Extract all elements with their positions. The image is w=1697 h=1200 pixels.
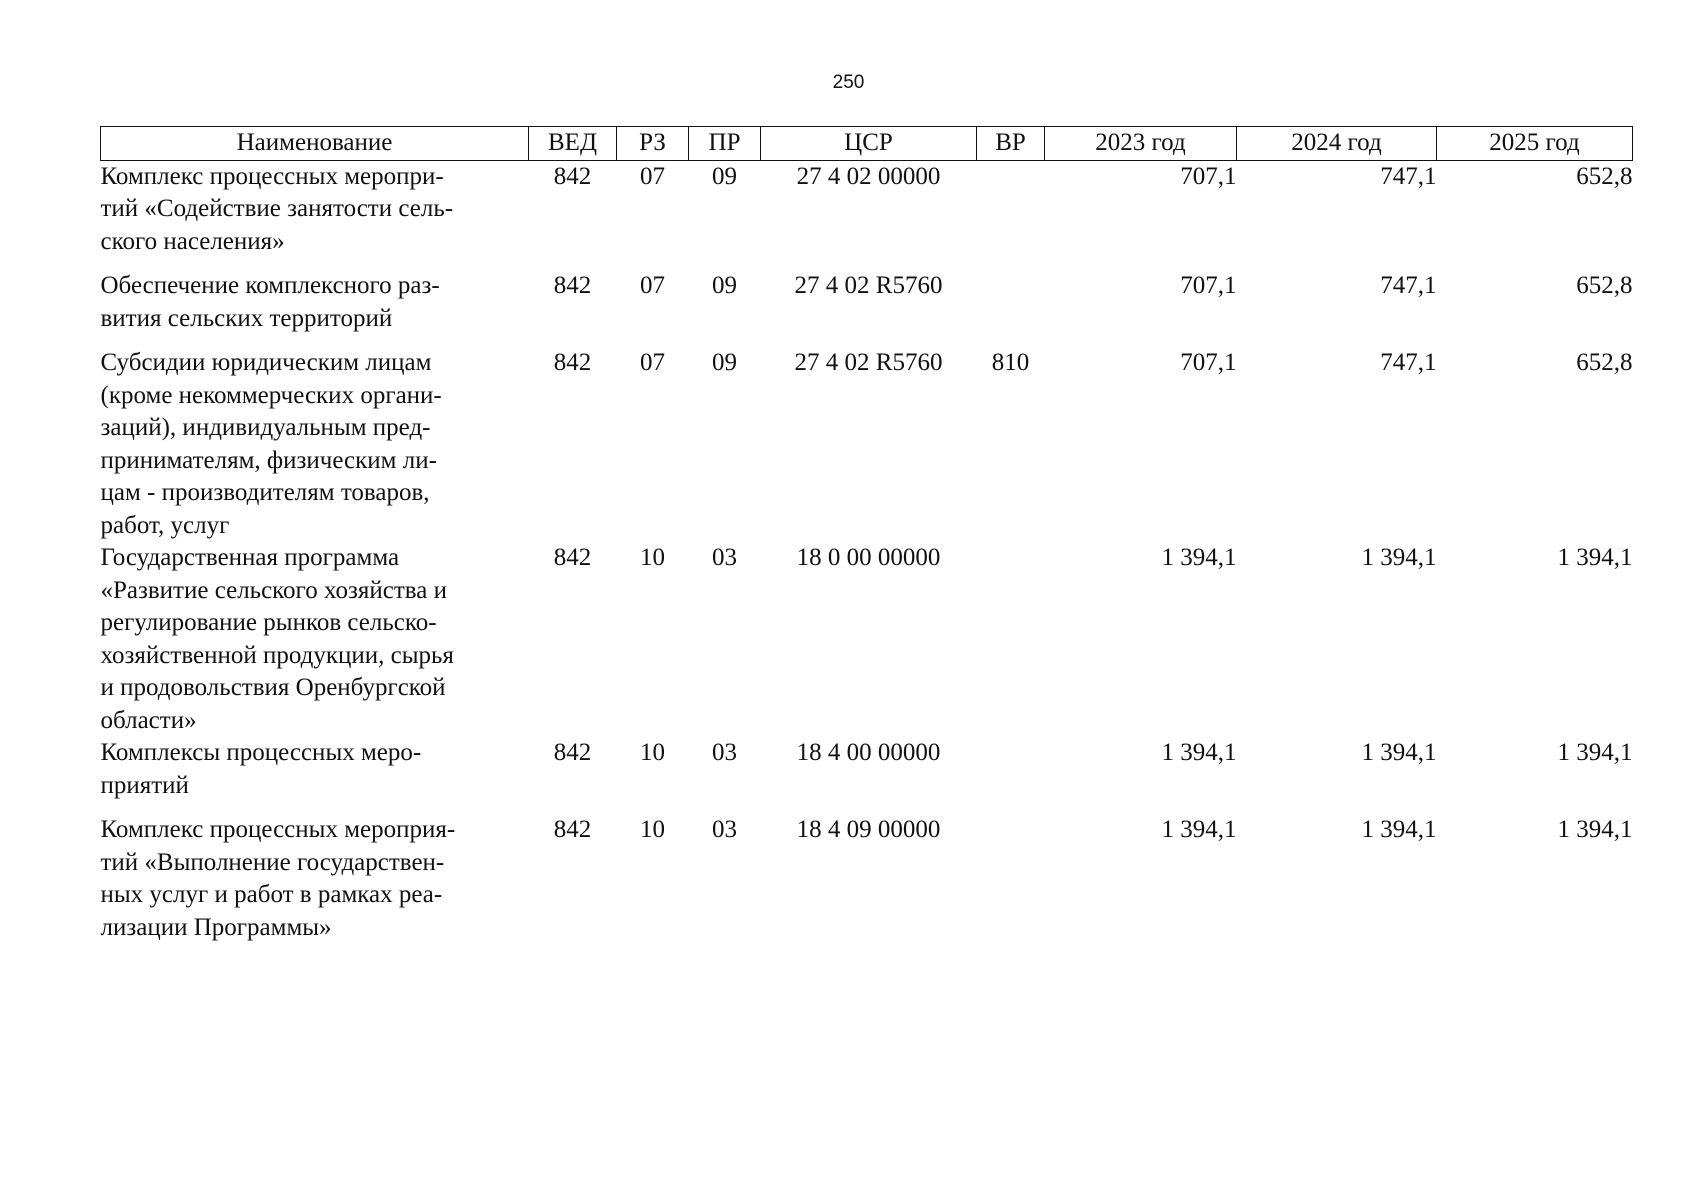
pr-cell: 09 — [712, 349, 737, 376]
name-line: Комплекс процессных меропри- — [100, 162, 444, 190]
name-line: и продовольствия Оренбургской — [100, 674, 446, 701]
name-line: хозяйственной продукции, сырья — [100, 641, 454, 669]
name-line: цам - производителям товаров, — [100, 479, 430, 506]
csr-cell: 27 4 02 R5760 — [794, 272, 943, 299]
csr-cell: 27 4 02 R5760 — [794, 349, 943, 376]
table-row — [101, 737, 1633, 814]
name-line: ского населения» — [100, 227, 285, 255]
name-line: (кроме некоммерческих органи- — [100, 381, 442, 409]
table-row — [101, 160, 1633, 270]
amount-2025-cell: 652,8 — [1576, 349, 1633, 376]
header-2025: 2025 год — [1437, 127, 1633, 161]
vr-cell — [977, 270, 1045, 347]
row-name-cell — [101, 542, 529, 737]
csr-cell: 27 4 02 00000 — [796, 162, 941, 190]
amount-2023-cell: 1 394,1 — [1161, 544, 1237, 571]
amount-2024-cell: 1 394,1 — [1361, 544, 1437, 571]
header-ved: ВЕД — [529, 127, 617, 161]
name-line: ных услуг и работ в рамках реа- — [100, 881, 443, 908]
amount-2023-cell: 1 394,1 — [1161, 739, 1237, 766]
name-line: тий «Выполнение государствен- — [100, 848, 445, 876]
amount-2024-cell: 747,1 — [1380, 162, 1437, 190]
rz-cell: 10 — [640, 544, 665, 571]
table-row — [101, 814, 1633, 944]
rz-cell: 07 — [640, 349, 665, 376]
rz-cell: 10 — [640, 739, 665, 766]
amount-2023-cell: 707,1 — [1180, 162, 1237, 190]
amount-2024-cell: 747,1 — [1380, 272, 1437, 299]
ved-cell: 842 — [553, 739, 592, 766]
pr-cell: 03 — [712, 816, 737, 843]
header-rz: РЗ — [617, 127, 689, 161]
vr-cell — [977, 737, 1045, 814]
csr-cell: 18 0 00 00000 — [796, 544, 941, 571]
vr-cell — [977, 542, 1045, 737]
table-row — [101, 270, 1633, 347]
amount-2023-cell: 707,1 — [1180, 349, 1237, 376]
amount-2024-cell: 1 394,1 — [1361, 739, 1437, 766]
amount-2025-cell: 1 394,1 — [1557, 816, 1633, 843]
name-line: тий «Содействие занятости сель- — [100, 195, 454, 222]
ved-cell: 842 — [553, 349, 592, 376]
ved-cell: 842 — [553, 544, 592, 571]
name-line: Государственная программа — [100, 544, 400, 571]
header-csr: ЦСР — [761, 127, 977, 161]
name-line: работ, услуг — [100, 511, 230, 539]
row-name-cell — [101, 814, 529, 944]
amount-2025-cell: 652,8 — [1576, 272, 1633, 299]
vr-cell — [977, 814, 1045, 944]
csr-cell: 18 4 00 00000 — [796, 739, 941, 766]
row-name-cell — [101, 160, 529, 270]
ved-cell: 842 — [553, 816, 592, 843]
table-header-row — [101, 127, 1633, 161]
pr-cell: 09 — [712, 162, 737, 190]
name-line: приятий — [100, 771, 189, 799]
rz-cell: 07 — [640, 272, 665, 299]
vr-cell — [977, 160, 1045, 270]
name-line: Комплекс процессных мероприя- — [100, 816, 456, 843]
name-line: вития сельских территорий — [100, 304, 393, 332]
header-2024: 2024 год — [1237, 127, 1437, 161]
pr-cell: 03 — [712, 739, 737, 766]
name-line: лизации Программы» — [100, 913, 332, 941]
vr-cell: 810 — [991, 349, 1030, 376]
name-line: Субсидии юридическим лицам — [100, 349, 432, 376]
header-2023: 2023 год — [1045, 127, 1237, 161]
row-name-cell — [101, 737, 529, 814]
amount-2025-cell: 1 394,1 — [1557, 544, 1633, 571]
name-line: принимателям, физическим ли- — [100, 446, 437, 474]
header-name: Наименование — [101, 127, 529, 161]
header-vr: ВР — [977, 127, 1045, 161]
table-row — [101, 347, 1633, 542]
pr-cell: 03 — [712, 544, 737, 571]
ved-cell: 842 — [553, 162, 592, 190]
ved-cell: 842 — [553, 272, 592, 299]
name-line: Комплексы процессных меро- — [100, 739, 422, 766]
amount-2023-cell: 707,1 — [1180, 272, 1237, 299]
name-line: области» — [100, 706, 197, 734]
amount-2025-cell: 1 394,1 — [1557, 739, 1633, 766]
name-line: Обеспечение комплексного раз- — [100, 272, 440, 299]
name-line: заций), индивидуальным пред- — [100, 414, 431, 441]
row-name-cell — [101, 270, 529, 347]
amount-2023-cell: 1 394,1 — [1161, 816, 1237, 843]
pr-cell: 09 — [712, 272, 737, 299]
name-line: «Развитие сельского хозяйства и — [100, 576, 447, 604]
csr-cell: 18 4 09 00000 — [796, 816, 941, 843]
table-row — [101, 542, 1633, 737]
name-line: регулирование рынков сельско- — [100, 609, 437, 636]
rz-cell: 10 — [640, 816, 665, 843]
amount-2025-cell: 652,8 — [1576, 162, 1633, 190]
row-name-cell — [101, 347, 529, 542]
rz-cell: 07 — [640, 162, 665, 190]
page-number: 250 — [832, 72, 865, 93]
header-pr: ПР — [689, 127, 761, 161]
amount-2024-cell: 747,1 — [1380, 349, 1437, 376]
amount-2024-cell: 1 394,1 — [1361, 816, 1437, 843]
budget-table — [100, 126, 1633, 944]
